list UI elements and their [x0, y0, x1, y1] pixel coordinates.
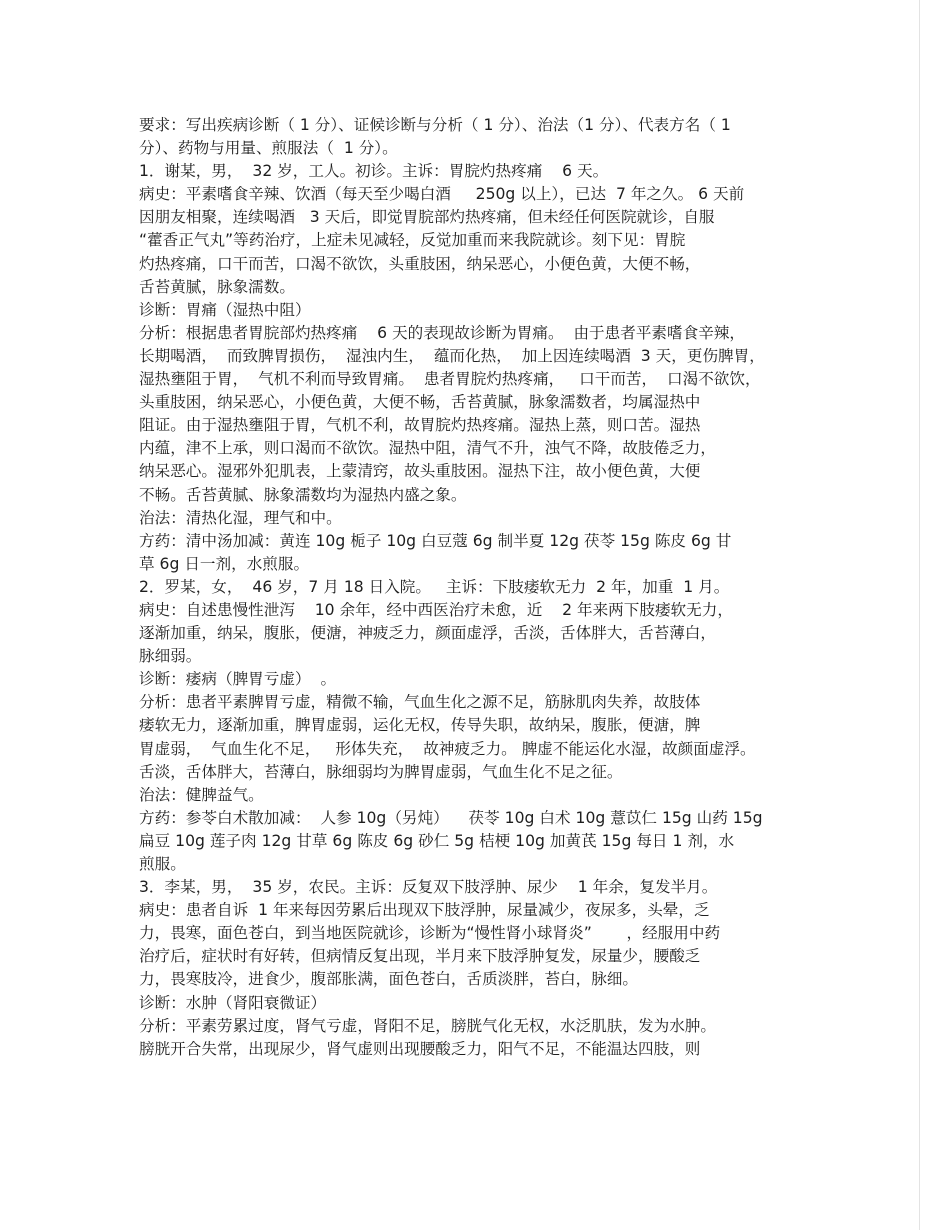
text-line: 3．李某，男， 35 岁，农民。主诉：反复双下肢浮肿、尿少 1 年余，复发半月。	[139, 878, 718, 897]
text-line: 阻证。由于湿热壅阻于胃，气机不利，故胃脘灼热疼痛。湿热上蒸，则口苦。湿热	[139, 416, 701, 435]
text-line: 纳呆恶心。湿邪外犯肌表，上蒙清窍，故头重肢困。湿热下注，故小便色黄，大便	[139, 462, 701, 481]
text-line: 湿热壅阻于胃， 气机不利而导致胃痛。 患者胃脘灼热疼痛， 口干而苦， 口渴不欲饮，	[139, 370, 761, 389]
text-line: 分析：平素劳累过度，肾气亏虚，肾阳不足，膀胱气化无权，水泛肌肤，发为水肿。	[139, 1016, 716, 1035]
text-line: 舌淡，舌体胖大，苔薄白，脉细弱均为脾胃虚弱，气血生化不足之征。	[139, 762, 623, 781]
text-line: 内蕴，津不上承，则口渴而不欲饮。湿热中阻，清气不升，浊气不降，故肢倦乏力，	[139, 439, 716, 458]
text-line: 诊断：胃痛（湿热中阻）	[139, 300, 311, 319]
text-line: 草 6g 日一剂，水煎服。	[139, 554, 310, 573]
text-line: 力，畏寒，面色苍白，到当地医院就诊，诊断为“慢性肾小球肾炎” ，经服用中药	[139, 924, 721, 943]
text-line: 痿软无力，逐渐加重，脾胃虚弱，运化无权，传导失职，故纳呆，腹胀，便溏，脾	[139, 716, 701, 735]
text-line: 治法：清热化湿，理气和中。	[139, 508, 342, 527]
text-line: 灼热疼痛，口干而苦，口渴不欲饮，头重肢困，纳呆恶心，小便色黄，大便不畅，	[139, 254, 701, 273]
text-line: 2．罗某，女， 46 岁，7 月 18 日入院。 主诉：下肢痿软无力 2 年，加重 1 月。	[139, 577, 730, 596]
text-line: “藿香正气丸”等药治疗，上症未见减轻，反觉加重而来我院就诊。刻下见：胃脘	[139, 231, 686, 250]
text-line: 病史：自述患慢性泄泻 10 余年，经中西医治疗未愈，近 2 年来两下肢痿软无力，	[139, 600, 733, 619]
text-line: 煎服。	[139, 855, 186, 873]
text-line: 脉细弱。	[139, 647, 202, 666]
text-line: 诊断：痿病（脾胃亏虚） 。	[139, 670, 337, 689]
text-line: 膀胱开合失常，出现尿少，肾气虚则出现腰酸乏力，阳气不足，不能温达四肢，则	[139, 1039, 701, 1058]
text-line: 不畅。舌苔黄腻、脉象濡数均为湿热内盛之象。	[139, 485, 467, 504]
text-line: 病史：平素嗜食辛辣、饮酒（每天至少喝白酒 250g 以上），已达 7 年之久。 6 天前	[139, 185, 745, 204]
text-line: 逐渐加重，纳呆，腹胀，便溏，神疲乏力，颜面虚浮，舌淡，舌体胖大，舌苔薄白，	[139, 624, 716, 643]
text-line: 分析：患者平素脾胃亏虚，精微不输，气血生化之源不足，筋脉肌肉失养，故肢体	[139, 693, 701, 712]
text-line: 长期喝酒， 而致脾胃损伤， 湿浊内生， 蕴而化热， 加上因连续喝酒 3 天，更伤脾胃，	[139, 346, 765, 365]
text-line: 方药：参苓白术散加减： 人参 10g（另炖） 茯苓 10g 白术 10g 薏苡仁 15g 山药 15g	[139, 808, 763, 827]
text-line: 分析：根据患者胃脘部灼热疼痛 6 天的表现故诊断为胃痛。 由于患者平素嗜食辛辣，	[139, 323, 745, 342]
text-line: 治法：健脾益气。	[139, 785, 264, 804]
text-line: 因朋友相聚，连续喝酒 3 天后，即觉胃脘部灼热疼痛，但未经任何医院就诊，自服	[139, 208, 715, 227]
text-line: 治疗后，症状时有好转，但病情反复出现，半月来下肢浮肿复发，尿量少，腰酸乏	[139, 947, 701, 966]
page-edge-divider	[919, 0, 920, 1230]
text-line: 舌苔黄腻，脉象濡数。	[139, 277, 295, 296]
text-line: 1．谢某，男， 32 岁，工人。初诊。主诉：胃脘灼热疼痛 6 天。	[139, 162, 609, 181]
text-line: 力，畏寒肢冷，进食少，腹部胀满，面色苍白，舌质淡胖，苔白，脉细。	[139, 970, 639, 989]
text-line: 分）、药物与用量、煎服法（ 1 分）。	[139, 139, 398, 158]
text-line: 病史：患者自诉 1 年来每因劳累后出现双下肢浮肿，尿量减少，夜尿多，头晕，乏	[139, 901, 710, 920]
text-line: 头重肢困，纳呆恶心，小便色黄，大便不畅，舌苔黄腻，脉象濡数者，均属湿热中	[139, 393, 701, 412]
text-line: 胃虚弱， 气血生化不足， 形体失充， 故神疲乏力。 脾虚不能运化水湿，故颜面虚浮。	[139, 739, 756, 758]
document-body	[139, 114, 829, 1061]
text-line: 方药：清中汤加减：黄连 10g 栀子 10g 白豆蔻 6g 制半夏 12g 茯苓 15g 陈皮 6g 甘	[139, 531, 732, 550]
text-line: 扁豆 10g 莲子肉 12g 甘草 6g 陈皮 6g 砂仁 5g 桔梗 10g 加黄芪 15g 每日 1 剂，水	[139, 831, 735, 850]
text-line: 要求：写出疾病诊断（ 1 分）、证候诊断与分析（ 1 分）、治法（1 分）、代表方名（ 1	[139, 116, 731, 134]
text-line: 诊断：水肿（肾阳衰微证）	[139, 993, 327, 1012]
